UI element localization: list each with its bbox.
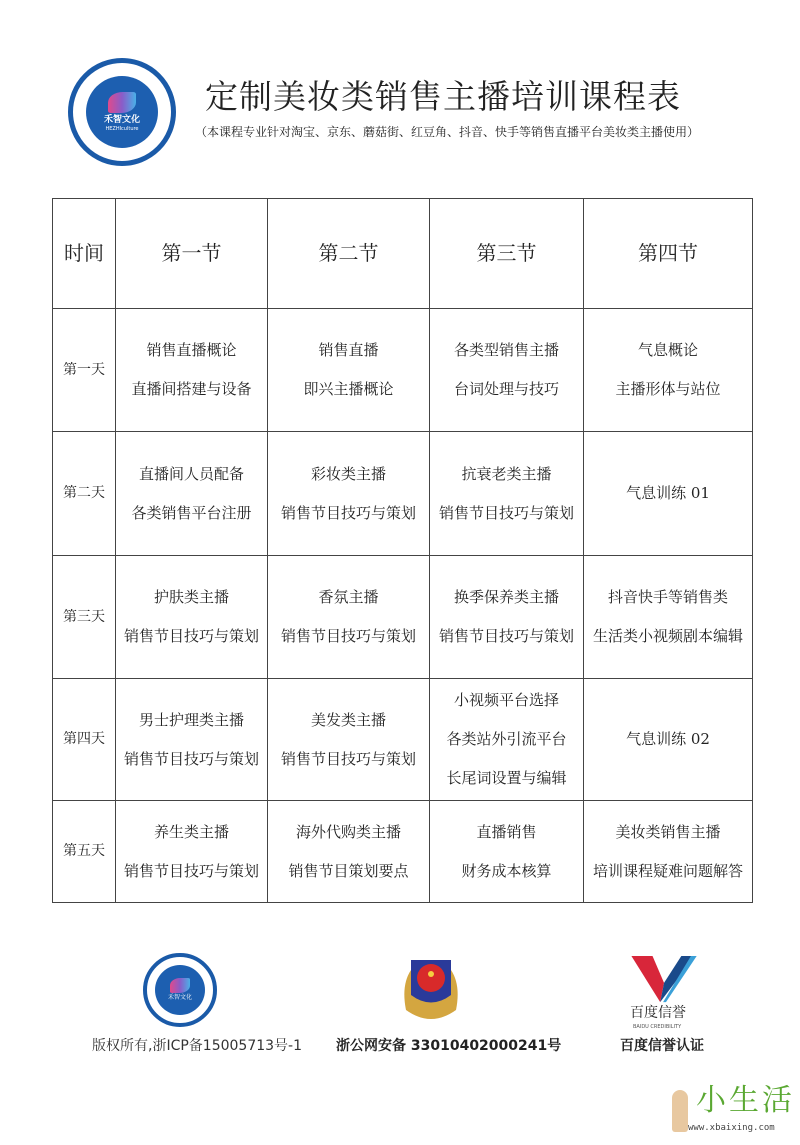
session-cell: [584, 432, 753, 556]
schedule-table: [52, 198, 753, 903]
baidu-credibility-logo-icon: [630, 956, 700, 1004]
session-line: 海外代购类主播: [295, 822, 401, 841]
baidu-logo-en: BAIDU CREDIBILITY: [633, 1024, 682, 1030]
session-cell: [584, 801, 753, 903]
session-cell: [116, 309, 268, 432]
column-header: 第三节: [430, 199, 584, 309]
session-line: 主播形体与站位: [615, 380, 721, 398]
table-row: [53, 432, 753, 556]
session-cell: [116, 556, 268, 679]
day-label: 第四天: [53, 679, 116, 801]
session-line: 气息训练 02: [626, 730, 710, 748]
company-logo: [68, 58, 176, 166]
session-line: 护肤类主播: [153, 588, 229, 606]
day-label: 第一天: [53, 309, 116, 432]
session-cell: [584, 309, 753, 432]
session-line: 男士护理类主播: [138, 710, 244, 729]
session-cell: [116, 679, 268, 801]
footer-company-logo: [143, 953, 217, 1027]
session-line: 销售节目技巧与策划: [123, 627, 259, 645]
session-cell: [268, 309, 430, 432]
session-line: 销售直播概论: [146, 341, 237, 359]
session-line: 各类销售平台注册: [131, 503, 252, 522]
session-line: 小视频平台选择: [453, 691, 559, 709]
session-line: 美妆类销售主播: [615, 822, 721, 841]
session-line: 养生类主播: [153, 822, 229, 841]
session-line: 生活类小视频剧本编辑: [592, 627, 743, 645]
session-line: 财务成本核算: [461, 861, 552, 880]
column-header: 时间: [53, 199, 116, 309]
session-line: 销售直播: [318, 341, 379, 359]
session-cell: [268, 679, 430, 801]
column-header: 第四节: [584, 199, 753, 309]
session-cell: [430, 679, 584, 801]
session-line: 直播间人员配备: [138, 464, 244, 483]
police-record-text: 浙公网安备 33010402000241号: [336, 1038, 562, 1054]
session-line: 培训课程疑难问题解答: [592, 861, 743, 880]
day-label: 第三天: [53, 556, 116, 679]
watermark-url: www.xbaixing.com: [688, 1123, 775, 1133]
session-line: 各类站外引流平台: [446, 730, 567, 748]
session-cell: [430, 432, 584, 556]
session-cell: [584, 556, 753, 679]
page-title: 定制美妆类销售主播培训课程表: [205, 77, 681, 116]
baidu-credibility-text: 百度信誉认证: [620, 1038, 704, 1054]
watermark-mascot-icon: [672, 1090, 688, 1132]
session-line: 销售节目技巧与策划: [438, 503, 574, 522]
page-subtitle: （本课程专业针对淘宝、京东、蘑菇街、红豆角、抖音、快手等销售直播平台美妆类主播使用）: [195, 125, 700, 139]
session-line: 气息概论: [637, 341, 698, 359]
session-cell: [268, 801, 430, 903]
session-line: 彩妆类主播: [310, 464, 386, 483]
session-cell: [268, 432, 430, 556]
session-cell: [430, 309, 584, 432]
logo-name-en: HEZHIculture: [105, 125, 139, 132]
session-line: 抗衰老类主播: [461, 464, 552, 483]
session-cell: [430, 556, 584, 679]
table-row: [53, 556, 753, 679]
session-line: 抖音快手等销售类: [607, 588, 728, 606]
session-line: 美发类主播: [310, 710, 386, 729]
session-cell: [116, 432, 268, 556]
session-cell: [584, 679, 753, 801]
column-header: 第二节: [268, 199, 430, 309]
logo-name: 禾智文化: [167, 994, 192, 1002]
session-line: 气息训练 01: [626, 484, 710, 502]
table-header-row: [53, 199, 753, 309]
session-line: 直播间搭建与设备: [131, 380, 252, 398]
session-line: 即兴主播概论: [303, 380, 394, 398]
session-line: 直播销售: [476, 822, 537, 841]
session-line: 销售节目技巧与策划: [280, 503, 416, 522]
session-cell: [116, 801, 268, 903]
day-label: 第五天: [53, 801, 116, 903]
session-line: 销售节目技巧与策划: [123, 861, 259, 880]
session-line: 销售节目策划要点: [288, 861, 409, 880]
session-line: 台词处理与技巧: [453, 380, 559, 398]
session-line: 销售节目技巧与策划: [123, 749, 259, 768]
table-row: [53, 679, 753, 801]
session-line: 香氛主播: [318, 588, 379, 606]
session-line: 换季保养类主播: [453, 588, 559, 606]
police-badge-icon: [396, 950, 466, 1025]
session-line: 销售节目技巧与策划: [438, 627, 574, 645]
table-row: [53, 309, 753, 432]
icp-text: 版权所有,浙ICP备15005713号-1: [92, 1038, 303, 1054]
baidu-logo-text: 百度信誉: [630, 1005, 686, 1021]
session-line: 各类型销售主播: [453, 341, 559, 359]
session-cell: [430, 801, 584, 903]
session-cell: [268, 556, 430, 679]
day-label: 第二天: [53, 432, 116, 556]
logo-swirl-icon: [170, 978, 190, 993]
logo-swirl-icon: [108, 92, 137, 114]
table-row: [53, 801, 753, 903]
session-line: 销售节目技巧与策划: [280, 749, 416, 768]
session-line: 长尾词设置与编辑: [446, 769, 567, 787]
session-line: 销售节目技巧与策划: [280, 627, 416, 645]
column-header: 第一节: [116, 199, 268, 309]
watermark-text: 小生活: [696, 1083, 795, 1118]
logo-name: 禾智文化: [103, 115, 140, 126]
